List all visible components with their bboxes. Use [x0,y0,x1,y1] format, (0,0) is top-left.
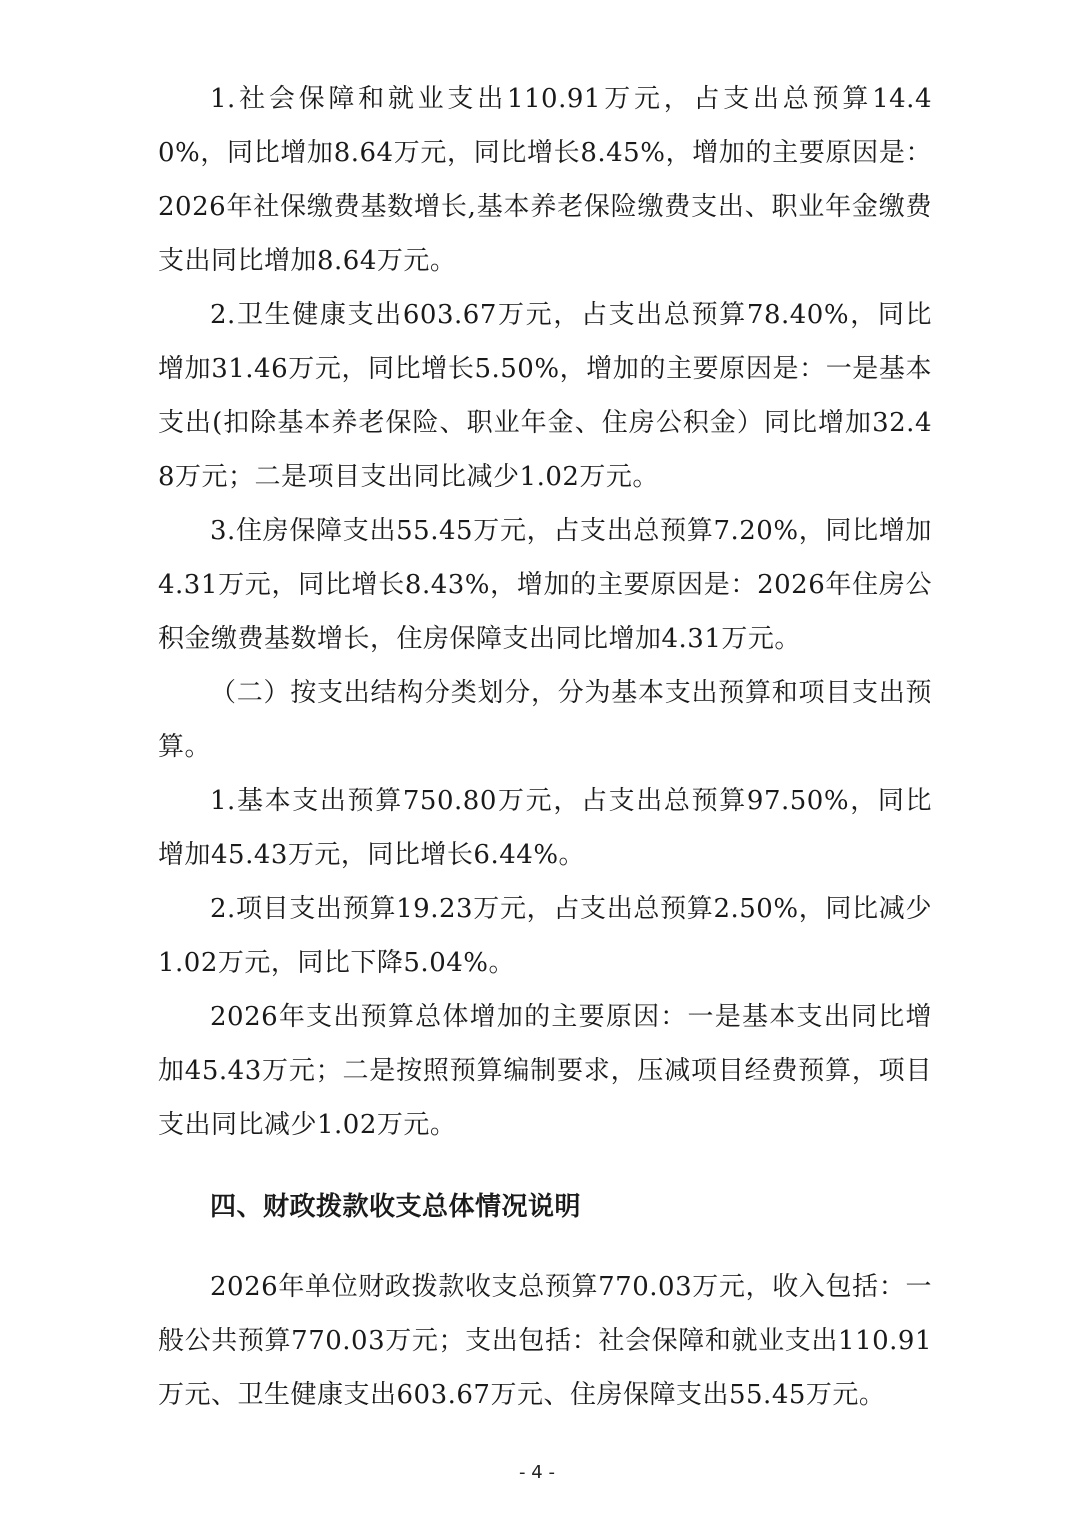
paragraph-overall-increase-reason: 2026年支出预算总体增加的主要原因：一是基本支出同比增加45.43万元；二是按照预算编制要求，压减项目经费预算，项目支出同比减少1.02万元。 [158,1002,932,1140]
paragraph-project-expenditure: 2.项目支出预算19.23万元，占支出总预算2.50%，同比减少1.02万元，同比下降5.04%。 [158,894,932,978]
paragraph-housing-expenditure: 3.住房保障支出55.45万元，占支出总预算7.20%，同比增加4.31万元，同比增长8.43%，增加的主要原因是：2026年住房公积金缴费基数增长，住房保障支出同比增加4.31万元。 [158,516,932,654]
paragraph-expenditure-structure: （二）按支出结构分类划分，分为基本支出预算和项目支出预算。 [158,678,932,762]
section-heading-fiscal-appropriation: 四、财政拨款收支总体情况说明 [210,1192,582,1222]
page-number: - 4 - [519,1462,555,1483]
paragraph-basic-expenditure: 1.基本支出预算750.80万元，占支出总预算97.50%，同比增加45.43万元，同比增长6.44%。 [158,786,932,870]
paragraph-fiscal-appropriation-summary: 2026年单位财政拨款收支总预算770.03万元，收入包括：一般公共预算770.03万元；支出包括：社会保障和就业支出110.91万元、卫生健康支出603.67万元、住房保障支出55.45万元。 [158,1272,932,1410]
document-body [158,72,932,1422]
paragraph-social-security-expenditure: 1.社会保障和就业支出110.91万元，占支出总预算14.40%，同比增加8.64万元，同比增长8.45%，增加的主要原因是：2026年社保缴费基数增长,基本养老保险缴费支出、职业年金缴费支出同比增加8.64万元。 [158,84,932,276]
paragraph-health-expenditure: 2.卫生健康支出603.67万元，占支出总预算78.40%，同比增加31.46万元，同比增长5.50%，增加的主要原因是：一是基本支出(扣除基本养老保险、职业年金、住房公积金）同比增加32.48万元；二是项目支出同比减少1.02万元。 [158,300,932,492]
